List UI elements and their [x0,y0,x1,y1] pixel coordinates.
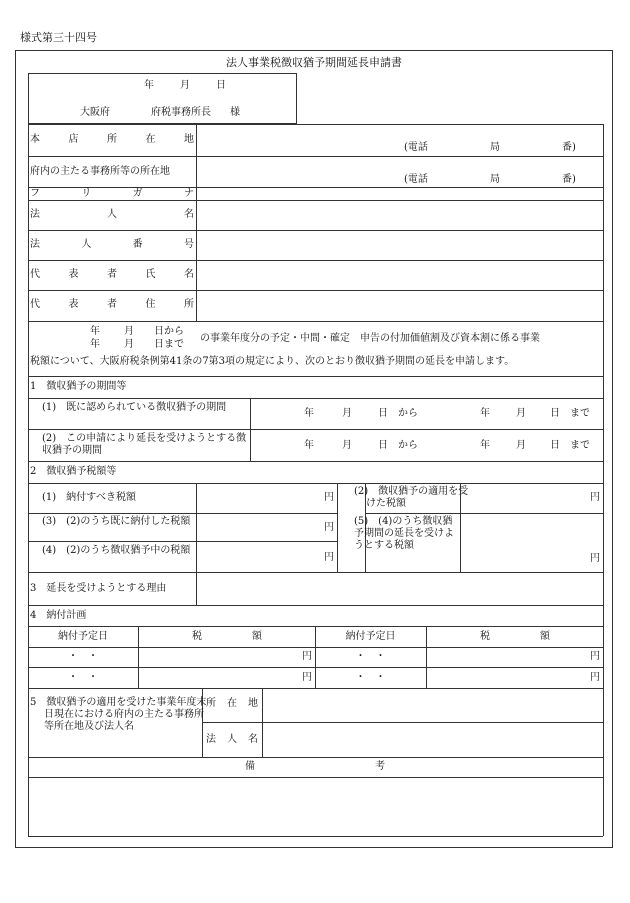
s1-r1-month-b: 月 [516,408,526,419]
s1-r2-month-a: 月 [342,440,352,451]
s4-r2-yen-2: 円 [590,672,600,683]
phone-open-1: (電話 [404,142,428,153]
s4-col-date-2: 納付予定日 [345,631,396,642]
s1-r2-year-b: 年 [480,440,490,451]
s1-r2-day-b: 日 [550,440,560,451]
rep-address-label: 代 表 者 住 所 [30,299,194,310]
s1-row2-label: (2) この申請により延長を受けようとする徴収猶予の期間 [42,433,247,456]
stmt-line2: 税額について、大阪府税条例第41条の7第3項の規定により、次のとおり徴収猶予期間の延長を申請します。 [30,356,515,367]
s1-r2-year-a: 年 [304,440,314,451]
stmt-year-to: 年 [90,339,100,350]
s1-r2-month-b: 月 [516,440,526,451]
section4-heading: 4 納付計画 [30,610,87,621]
s4-col-amount-2: 税 額 [480,631,550,642]
phone-ban-2: 番) [562,174,576,185]
phone-kyoku-2: 局 [490,174,500,185]
header-day: 日 [216,80,226,91]
form-number: 様式第三十四号 [20,31,97,44]
s2-item2: (2) 徴収猶予の適用を受けた税額 [354,486,469,509]
s2-item5: (5) (4)のうち徴収猶予期間の延長を受けようとする税額 [354,516,454,551]
s2-item3: (3) (2)のうち既に納付した税額 [42,516,191,527]
s4-col-amount-1: 税 額 [192,631,262,642]
s2-item1-yen: 円 [324,492,334,503]
s2-item5-yen: 円 [590,553,600,564]
s4-r2-date-1: ・ ・ [68,672,98,683]
header-month: 月 [180,80,190,91]
section5-heading: 5 徴収猶予の適用を受けた事業年度末日現在における府内の主たる事務所等所在地及び法人名 [30,697,207,732]
section3-heading: 3 延長を受けようとする理由 [30,583,167,594]
main-office-label: 府内の主たる事務所等の所在地 [30,166,170,177]
rep-name-label: 代 表 者 氏 名 [30,269,194,280]
s4-r1-date-1: ・ ・ [68,651,98,662]
s2-item1: (1) 納付すべき税額 [42,492,136,503]
s4-r1-yen-2: 円 [590,651,600,662]
s1-r1-month-a: 月 [342,408,352,419]
stmt-line1: の事業年度分の予定・中間・確定 申告の付加価値割及び資本割に係る事業 [200,333,540,344]
s1-r1-until: まで [570,408,590,419]
corp-name-label: 法 人 名 [30,209,194,220]
header-office-chief: 府税事務所長 [151,107,211,118]
head-office-label: 本 店 所 在 地 [30,134,194,145]
s1-r1-year-b: 年 [480,408,490,419]
stmt-year-from: 年 [90,326,100,337]
remarks-label: 備 考 [245,761,385,772]
s1-r1-day-b: 日 [550,408,560,419]
s1-row1-label: (1) 既に認められている徴収猶予の期間 [42,402,227,413]
s2-item4: (4) (2)のうち徴収猶予中の税額 [42,545,191,556]
phone-ban-1: 番) [562,142,576,153]
s1-r2-until: まで [570,440,590,451]
s2-item4-yen: 円 [324,552,334,563]
form-title: 法人事業税徴収猶予期間延長申請書 [226,56,402,69]
s4-r2-yen-1: 円 [302,672,312,683]
s4-col-date-1: 納付予定日 [58,631,108,642]
s5-location-label: 所 在 地 [206,698,258,709]
s4-r2-date-2: ・ ・ [355,672,386,683]
s4-r1-yen-1: 円 [302,651,312,662]
stmt-day-to: 日まで [154,339,184,350]
s1-r1-day-a: 日 [378,408,388,419]
corp-number-label: 法 人 番 号 [30,239,194,250]
s5-corp-name-label: 法 人 名 [206,734,258,745]
s1-r2-day-a: 日 [378,440,388,451]
s1-r1-from: から [398,408,418,419]
stmt-month-to: 月 [124,339,134,350]
stmt-month-from: 月 [124,326,134,337]
s4-r1-date-2: ・ ・ [355,651,386,662]
header-honorific: 様 [230,107,240,118]
furigana-label: フ リ ガ ナ [30,188,194,199]
phone-open-2: (電話 [404,174,428,185]
header-prefecture: 大阪府 [80,107,110,118]
header-year: 年 [144,80,154,91]
section2-heading: 2 徴収猶予税額等 [30,466,117,477]
phone-kyoku-1: 局 [490,142,500,153]
s1-r1-year-a: 年 [304,408,314,419]
s2-item3-yen: 円 [324,522,334,533]
stmt-day-from: 日から [154,326,184,337]
s1-r2-from: から [398,440,418,451]
s2-item2-yen: 円 [590,492,600,503]
section1-heading: 1 徴収猶予の期間等 [30,381,127,392]
